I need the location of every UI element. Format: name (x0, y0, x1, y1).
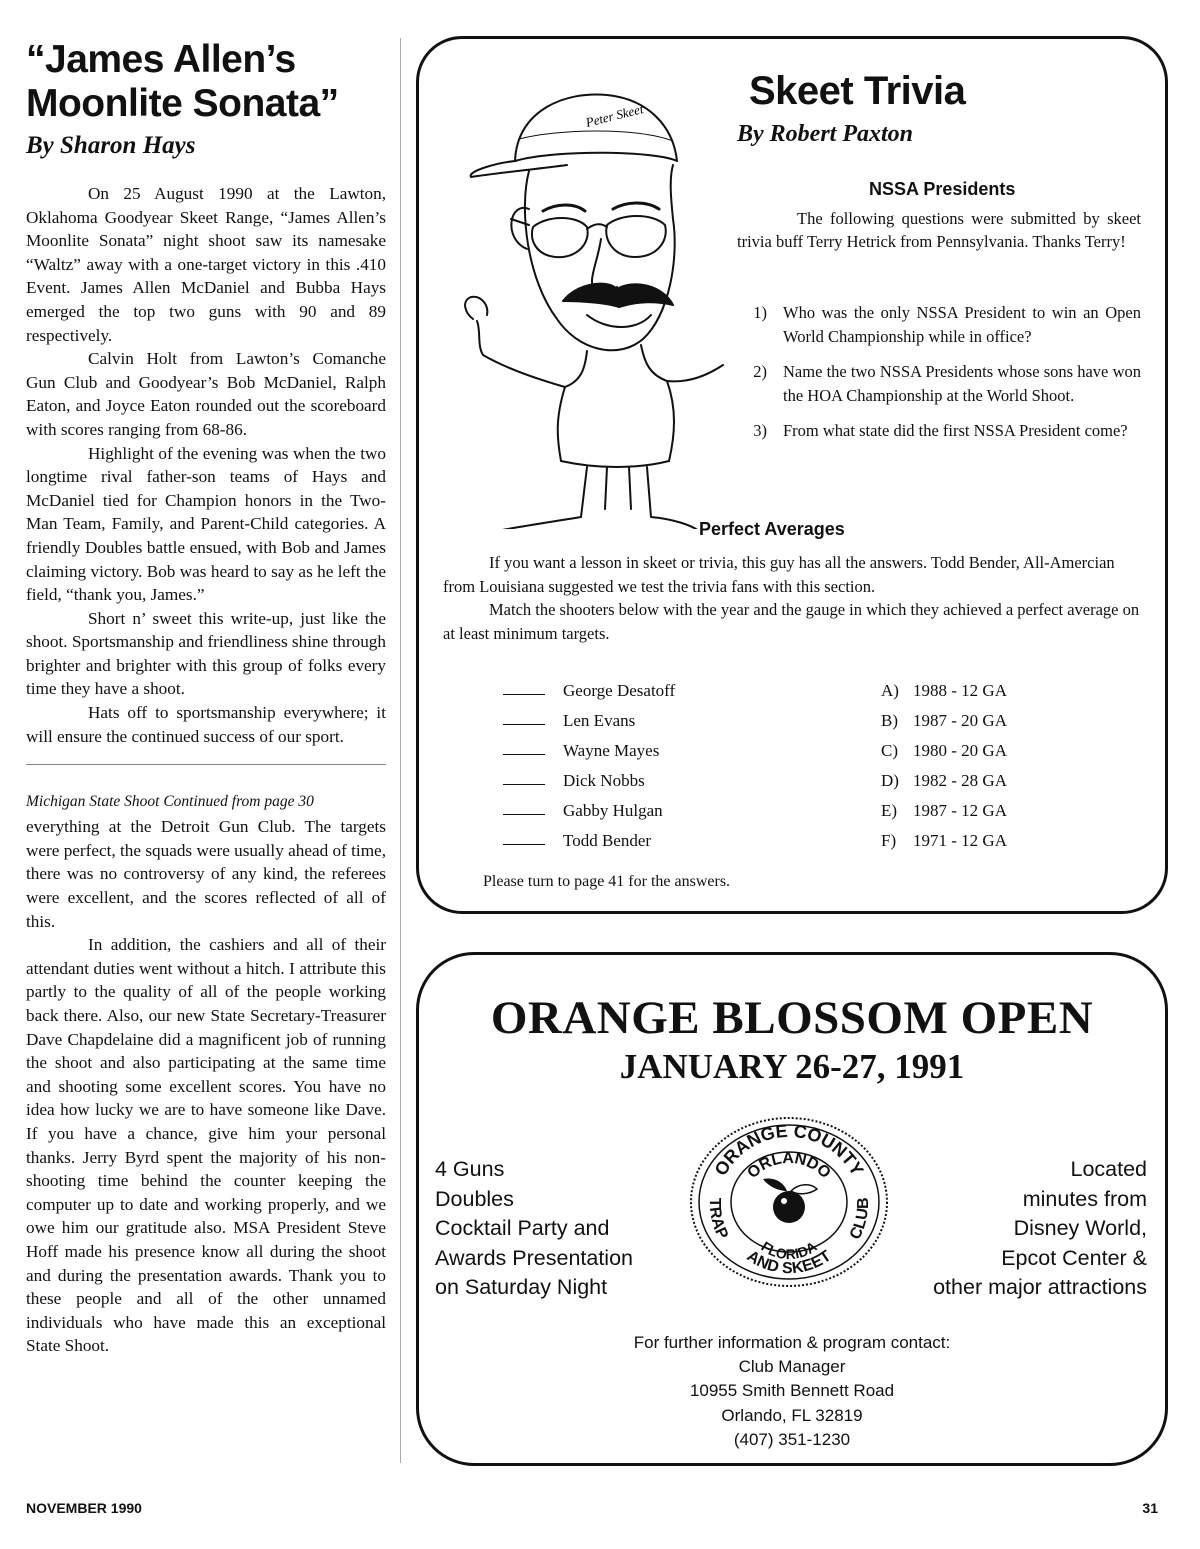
seal-bottom-text: AND SKEET (743, 1247, 835, 1278)
shooter-item: Todd Bender (503, 821, 675, 851)
left-column (26, 38, 386, 1358)
location-info: Located minutes from Disney World, Epcot Center & other major attractions (933, 1157, 1147, 1299)
answer-item: A) 1988 - 12 GA (881, 681, 1007, 700)
svg-text:ORANGE COUNTY (710, 1121, 867, 1179)
feature-item: Awards Presentation (435, 1245, 633, 1270)
section-divider (26, 764, 386, 765)
article-paragraph: Calvin Holt from Lawton’s Comanche Gun Club and Goodyear’s Bob McDaniel, Ralph Eaton, and Joyce Eaton rounded out the scoreboard with scores ranging from 68-86. (26, 349, 386, 439)
seal-left-text: TRAP (705, 1197, 731, 1242)
question-list (737, 301, 1141, 455)
answers-reference: Please turn to page 41 for the answers. (483, 873, 731, 890)
continued-body (26, 815, 386, 1358)
feature-item: Doubles (435, 1186, 514, 1211)
article-paragraph: Highlight of the evening was when the two longtime rival father-son teams of Hays and McDaniel tied for Champion honors in the Two-Man Team, Family, and Parent-Child categories. A friendly Doubles battle ensued, with Bob and James claiming victory. Bob was heard to say as he left the field, “thank you, James.” (26, 443, 386, 605)
issue-date: NOVEMBER 1990 (26, 1500, 142, 1516)
caricature-illustration (437, 69, 727, 529)
feature-item: on Saturday Night (435, 1275, 608, 1299)
svg-text:ORLANDO (744, 1150, 833, 1182)
continued-label: Michigan State Shoot Continued from page 30 (26, 793, 314, 811)
nssa-presidents-heading: NSSA Presidents (869, 179, 1016, 199)
shooter-item: Len Evans (503, 701, 675, 731)
answer-item: B) 1987 - 20 GA (881, 711, 1007, 730)
ad-title: ORANGE BLOSSOM OPEN (490, 992, 1094, 1044)
perfect-averages-heading: Perfect Averages (699, 519, 845, 539)
answer-list (881, 671, 1007, 851)
article-paragraph: Short n’ sweet this write-up, just like the shoot. Sportsmanship and friendliness shine through brighter and brighter with this group of folks every time they have a shoot. (26, 608, 386, 699)
answer-item: F) 1971 - 12 GA (881, 831, 1007, 850)
trivia-byline: By Robert Paxton (737, 121, 914, 147)
svg-text:CLUB (847, 1197, 872, 1242)
orange-blossom-ad (416, 952, 1168, 1466)
question-item: 1) Who was the only NSSA President to win an Open World Championship while in office? (753, 303, 1141, 346)
continued-paragraph: everything at the Detroit Gun Club. The targets were perfect, the squads were usually ahead of time, there was no controversy of any kind, the referees were excellent, and the scores reflected of all of this. (26, 817, 386, 931)
shooter-item: George Desatoff (503, 671, 675, 701)
answer-blank (503, 784, 545, 785)
answer-blank (503, 814, 545, 815)
seal-top-text: ORANGE COUNTY (710, 1120, 868, 1180)
question-item: 3) From what state did the first NSSA President come? (753, 421, 1128, 440)
page-number: 31 (1142, 1500, 1158, 1516)
article-paragraph: On 25 August 1990 at the Lawton, Oklahoma Goodyear Skeet Range, “James Allen’s Moonlite Sonata” night shoot saw its namesake “Waltz” away with a one-target victory in this .410 Event. James Allen McDaniel and Bubba Hays emerged the top two guns with 90 and 89 respectively. (26, 184, 386, 345)
nssa-intro: The following questions were submitted by skeet trivia buff Terry Hetrick from Pennsylvania. Thanks Terry! (737, 209, 1141, 251)
answer-item: E) 1987 - 12 GA (881, 801, 1007, 820)
shooter-item: Dick Nobbs (503, 761, 675, 791)
answer-blank (503, 844, 545, 845)
feature-item: 4 Guns (435, 1157, 505, 1181)
svg-text:TRAP (706, 1198, 731, 1242)
answer-item: C) 1980 - 20 GA (881, 741, 1007, 760)
perfect-averages-intro: If you want a lesson in skeet or trivia, this guy has all the answers. Todd Bender, All-Amercian from Louisiana suggested we test the trivia fans with this section. Match the shooters below with the year and the gauge in which they achieved a perfect average on at least minimum targets. (443, 553, 1140, 643)
article-body (26, 182, 386, 748)
event-features (435, 1155, 633, 1303)
trivia-title: Skeet Trivia (749, 69, 966, 113)
trivia-box (416, 36, 1168, 914)
answer-item: D) 1982 - 28 GA (881, 771, 1007, 790)
cap-text: Peter Skeet (584, 101, 645, 130)
seal-state-text: FLORIDA (758, 1238, 820, 1263)
answer-blank (503, 694, 545, 695)
shooter-item: Wayne Mayes (503, 731, 675, 761)
answer-blank (503, 724, 545, 725)
continued-paragraph: In addition, the cashiers and all of their attendant duties went without a hitch. I attribute this partly to the quality of all of the people working back there. Also, our new State Secretary-Treasurer Dave Chapdelaine did a magnificent job of running the shoot and also participating at the same time and shooting some excellent scores. You have no idea how lucky we are to have someone like Dave. If you have a chance, give him your personal thanks. Jerry Byrd spent the majority of his non-shooting time behind the counter keeping the computer up to date and working properly, and we owe him our gratitude also. MSA President Steve Hoff made his presence know all during the shoot and during the presentation awards. Thank you to these people and all of the other unnamed individuals who have made this an exceptional State Shoot. (26, 935, 386, 1356)
seal-city-text: ORLANDO (744, 1149, 834, 1182)
seal-right-text: CLUB (846, 1197, 873, 1243)
article-byline: By Sharon Hays (26, 132, 196, 159)
article-title: “James Allen’s Moonlite Sonata” (26, 38, 339, 125)
column-divider (400, 38, 401, 1463)
question-item: 2) Name the two NSSA Presidents whose sons have won the HOA Championship at the World Shoot. (753, 362, 1141, 405)
contact-info: For further information & program contact: Club Manager 10955 Smith Bennett Road Orlando, FL 32819 (407) 351-1230 (633, 1333, 951, 1449)
answer-blank (503, 754, 545, 755)
article-paragraph: Hats off to sportsmanship everywhere; it will ensure the continued success of our sport. (26, 703, 386, 746)
shooter-item: Gabby Hulgan (503, 791, 675, 821)
club-seal-logo (687, 1115, 891, 1289)
feature-item: Cocktail Party and (435, 1216, 610, 1240)
ad-date: JANUARY 26-27, 1991 (619, 1047, 965, 1086)
shooter-list (503, 671, 675, 851)
